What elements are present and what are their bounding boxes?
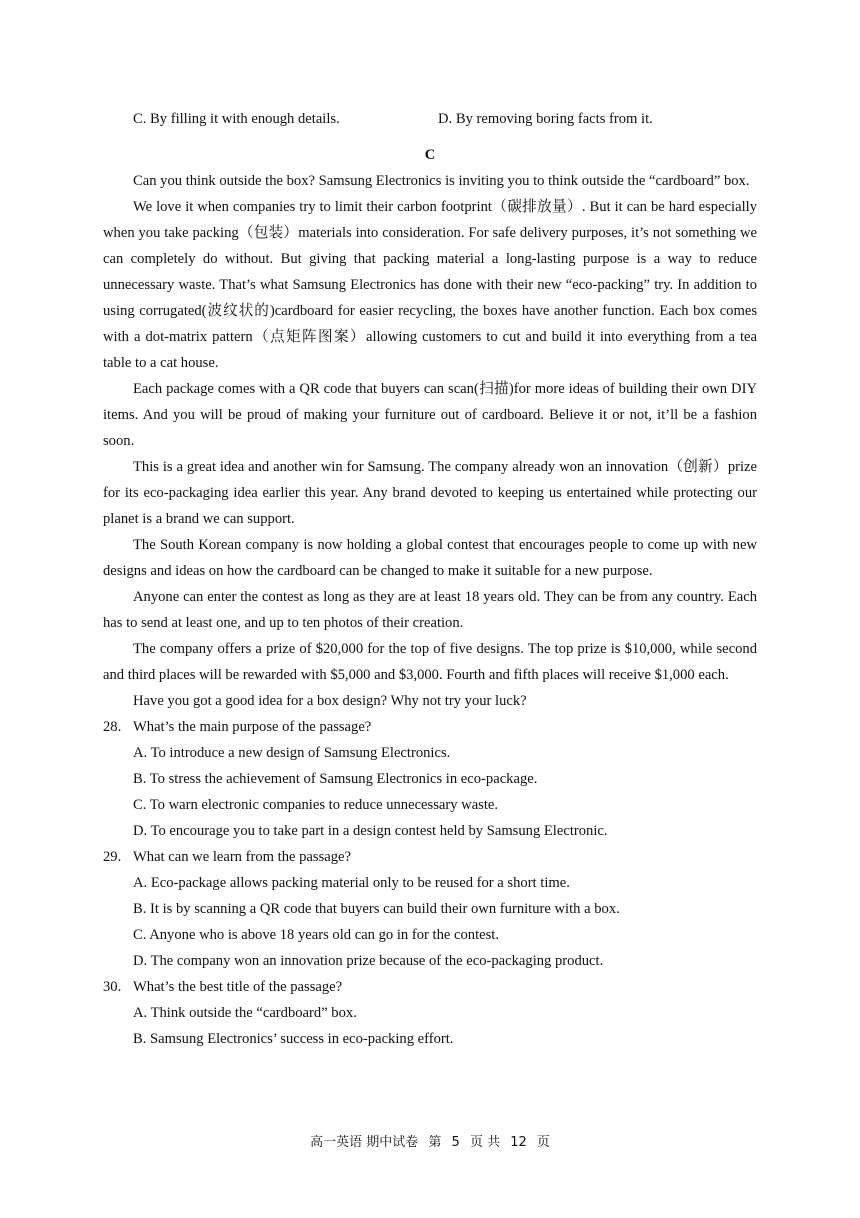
passage-paragraph: The South Korean company is now holding a global contest that encourages people to come up with new designs and ideas on how the cardboard can be changed to make it suitable for a new purpose. <box>103 537 757 579</box>
answer-option: B. To stress the achievement of Samsung Electronics in eco-package. <box>133 771 538 787</box>
answer-option: A. Eco-package allows packing material only to be reused for a short time. <box>133 875 570 891</box>
answer-option: D. The company won an innovation prize because of the eco-packaging product. <box>133 953 604 969</box>
answer-option: A. Think outside the “cardboard” box. <box>133 1005 357 1021</box>
option-c: C. By filling it with enough details. <box>133 111 340 127</box>
answer-option: A. To introduce a new design of Samsung Electronics. <box>133 745 451 761</box>
option-d: D. By removing boring facts from it. <box>438 111 653 127</box>
answer-option: B. It is by scanning a QR code that buyers can build their own furniture with a box. <box>133 901 620 917</box>
question-text: What can we learn from the passage? <box>133 849 351 865</box>
passage-paragraph: Can you think outside the box? Samsung Electronics is inviting you to think outside the “cardboard” box. <box>133 173 750 189</box>
page-middle: 页 共 <box>469 1135 501 1150</box>
answer-option: C. To warn electronic companies to reduce unnecessary waste. <box>133 797 499 813</box>
page-prefix: 第 <box>428 1135 442 1150</box>
page-footer <box>0 1131 860 1150</box>
question-29 <box>103 844 757 974</box>
page-suffix: 页 <box>536 1135 550 1150</box>
section-label: C <box>424 147 436 163</box>
question-number: 30. <box>103 979 122 995</box>
question-text: What’s the main purpose of the passage? <box>133 719 372 735</box>
question-stem <box>103 844 757 870</box>
passage-paragraph: Have you got a good idea for a box design? Why not try your luck? <box>133 693 527 709</box>
answer-option: B. Samsung Electronics’ success in eco-packing effort. <box>133 1031 454 1047</box>
question-stem <box>103 714 757 740</box>
passage-paragraph: We love it when companies try to limit their carbon footprint（碳排放量）. But it can be hard especially when you take packing（包装）materials into consideration. For safe delivery purposes, it’s not something we can completely do without. But giving that packing material a long-lasting purpose is a way to reduce unnecessary waste. That’s what Samsung Electronics has done with their new “eco-packing” try. In addition to using corrugated(波纹状的)cardboard for easier recycling, the boxes have another function. Each box comes with a dot-matrix pattern（点矩阵图案）allowing customers to cut and build it into everything from a tea table to a cat house. <box>103 199 757 371</box>
question-text: What’s the best title of the passage? <box>133 979 343 995</box>
exam-page <box>103 106 757 1052</box>
question-number: 28. <box>103 719 122 735</box>
passage-paragraph: Anyone can enter the contest as long as they are at least 18 years old. They can be from any country. Each has to send at least one, and up to ten photos of their creation. <box>103 589 757 631</box>
passage-paragraph: This is a great idea and another win for Samsung. The company already won an innovation（创新）prize for its eco-packaging idea earlier this year. Any brand devoted to keeping us entertained while protecting our planet is a brand we can support. <box>103 459 757 527</box>
page-number: 5 <box>451 1135 460 1150</box>
question-28 <box>103 714 757 844</box>
question-number: 29. <box>103 849 122 865</box>
question-30 <box>103 974 757 1052</box>
passage-paragraph: The company offers a prize of $20,000 for the top of five designs. The top prize is $10,000, while second and third places will be rewarded with $5,000 and $3,000. Fourth and fifth places will receive $1,000 each. <box>103 641 757 683</box>
answer-option: D. To encourage you to take part in a design contest held by Samsung Electronic. <box>133 823 608 839</box>
answer-option: C. Anyone who is above 18 years old can go in for the contest. <box>133 927 499 943</box>
question-stem <box>103 974 757 1000</box>
page-total: 12 <box>510 1135 527 1150</box>
previous-question-options <box>103 106 757 132</box>
passage-paragraph: Each package comes with a QR code that buyers can scan(扫描)for more ideas of building their own DIY items. And you will be proud of making your furniture out of cardboard. Believe it or not, it’ll be a fashion soon. <box>103 381 757 449</box>
exam-title: 高一英语 期中试卷 <box>310 1135 419 1150</box>
passage <box>103 168 757 714</box>
